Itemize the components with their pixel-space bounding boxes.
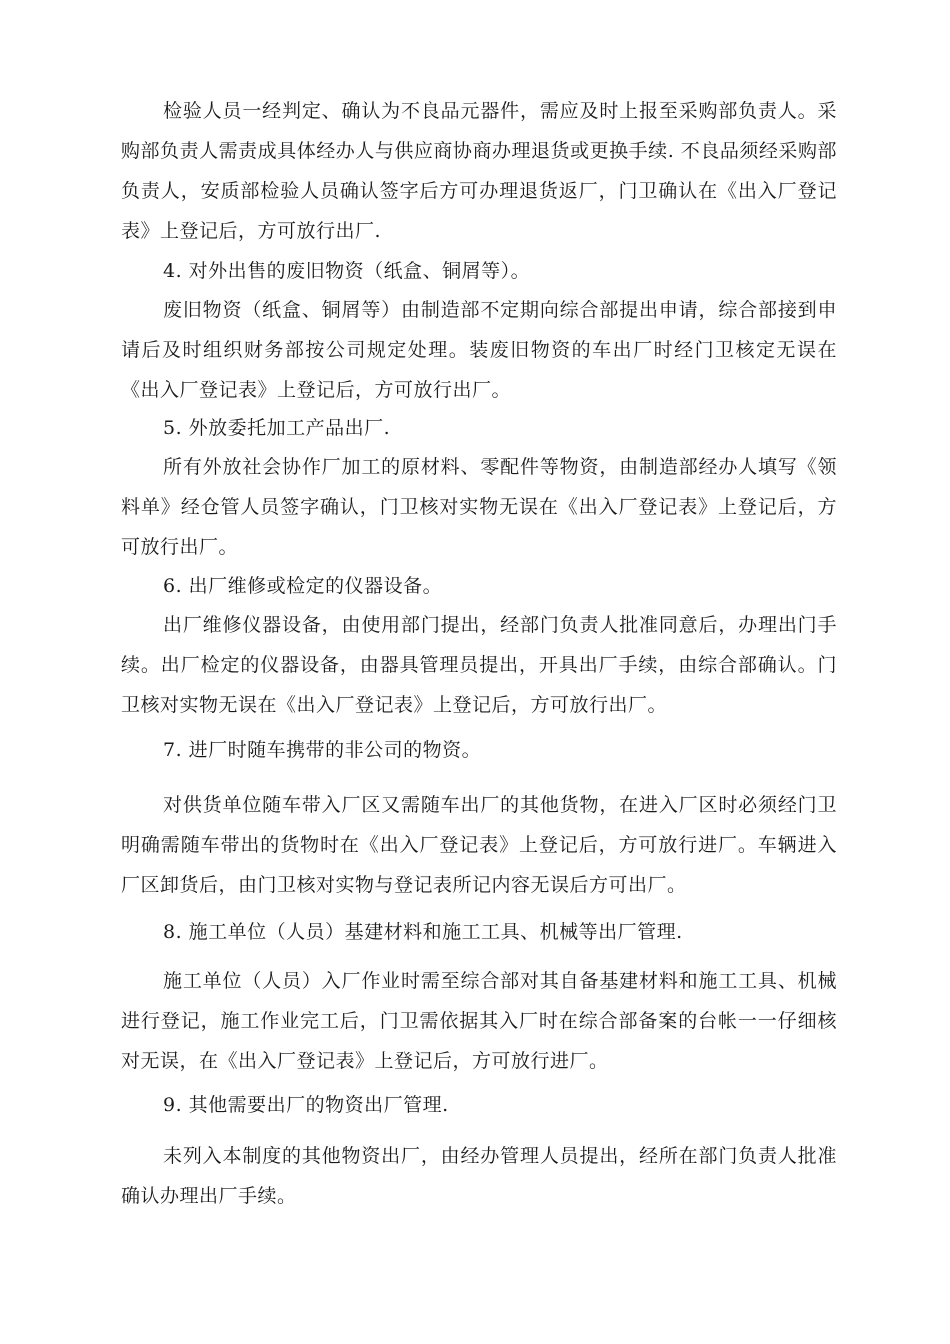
paragraph-defective-returns: 检验人员一经判定、确认为不良品元器件，需应及时上报至采购部负责人。采购部负责人需责成具体经办人与供应商协商办理退货或更换手续. 不良品须经采购部负责人，安质部检验人员确认签字后方可办理退货返厂，门卫确认在《出入厂登记表》上登记后，方可放行出厂.	[121, 100, 837, 242]
paragraph-item-7: 对供货单位随车带入厂区又需随车出厂的其他货物，在进入厂区时必须经门卫明确需随车带出的货物时在《出入厂登记表》上登记后，方可放行进厂。车辆进入厂区卸货后，由门卫核对实物与登记表所记内容无误后方可出厂。	[121, 794, 837, 896]
paragraph-item-4: 废旧物资（纸盒、铜屑等）由制造部不定期向综合部提出申请，综合部接到申请后及时组织财务部按公司规定处理。装废旧物资的车出厂时经门卫核定无误在《出入厂登记表》上登记后，方可放行出厂。	[121, 299, 837, 401]
paragraph-item-6: 出厂维修仪器设备，由使用部门提出，经部门负责人批准同意后，办理出门手续。出厂检定的仪器设备，由器具管理员提出，开具出厂手续，由综合部确认。门卫核对实物无误在《出入厂登记表》上登记后，方可放行出厂。	[121, 614, 837, 716]
heading-item-5: 5. 外放委托加工产品出厂.	[163, 417, 391, 439]
paragraph-item-8: 施工单位（人员）入厂作业时需至综合部对其自备基建材料和施工工具、机械进行登记，施工作业完工后，门卫需依据其入厂时在综合部备案的台帐一一仔细核对无误，在《出入厂登记表》上登记后，方可放行进厂。	[121, 970, 837, 1072]
heading-item-9: 9. 其他需要出厂的物资出厂管理.	[163, 1094, 449, 1116]
paragraph-item-5: 所有外放社会协作厂加工的原材料、零配件等物资，由制造部经办人填写《领料单》经仓管人员签字确认，门卫核对实物无误在《出入厂登记表》上登记后，方可放行出厂。	[121, 456, 837, 558]
heading-item-6: 6. 出厂维修或检定的仪器设备。	[163, 575, 443, 597]
heading-item-7: 7. 进厂时随车携带的非公司的物资。	[163, 739, 482, 761]
paragraph-item-9: 未列入本制度的其他物资出厂，由经办管理人员提出，经所在部门负责人批准确认办理出厂手续。	[121, 1145, 837, 1207]
heading-item-4: 4. 对外出售的废旧物资（纸盒、铜屑等）。	[163, 260, 531, 282]
heading-item-8: 8. 施工单位（人员）基建材料和施工工具、机械等出厂管理.	[163, 921, 683, 943]
